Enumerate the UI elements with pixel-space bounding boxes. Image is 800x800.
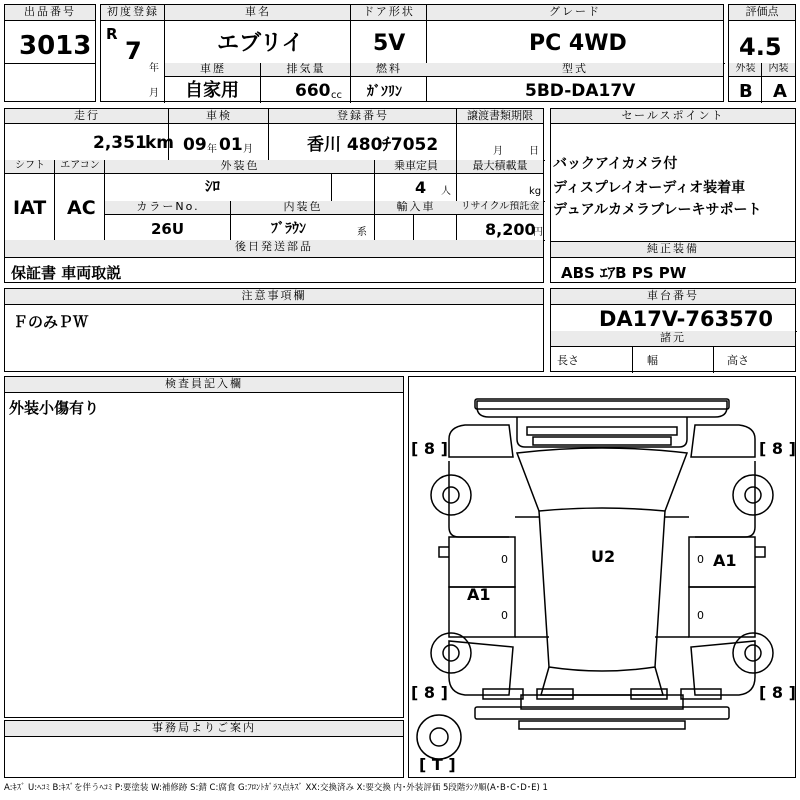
score-header: 評価点 [729, 5, 795, 21]
legend-text: A:ｷｽﾞ U:ﾍｺﾐ B:ｷｽﾞを伴うﾍｺﾐ P:要塗装 W:補修跡 S:錆 C:腐食 G:ﾌﾛﾝﾄｶﾞﾗｽ点ｷｽﾞ XX:交換済み X:要交換 内･外装評価 5段階ﾗﾝｸ順(A･B･C･D･E) 1 [4, 783, 548, 793]
height-label: 高さ [727, 354, 749, 367]
office-header: 事務局よりご案内 [5, 721, 403, 737]
fuel-header: 燃料 [351, 63, 427, 77]
length-label: 長さ [557, 354, 579, 367]
plate-number: 香川 480ﾁ7052 [307, 135, 439, 155]
interior-color: ﾌﾞﾗｳﾝ [271, 221, 306, 237]
sales-line-1: バックアイカメラ付 [553, 156, 678, 172]
mark-zero-3: 0 [501, 609, 508, 622]
mileage-unit: km [145, 133, 175, 153]
sales-point-header: セールスポイント [551, 109, 795, 124]
tire-front-left-label: [ 8 ] [411, 439, 448, 458]
notes-box [4, 288, 544, 372]
chassis-number: DA17V-763570 [599, 307, 774, 331]
score: 4.5 [739, 33, 782, 61]
lot-number-box [4, 4, 96, 102]
int-color-header: 内装色 [231, 201, 375, 215]
shift: IAT [13, 197, 47, 219]
recycle-header: リサイクル預託金 [457, 201, 543, 215]
sales-point-box [550, 108, 796, 242]
color-header: 外装色 [105, 160, 375, 174]
model-header: 型式 [427, 63, 723, 77]
mark-zero-2: 0 [697, 553, 704, 566]
notes-header: 注意事項欄 [5, 289, 543, 305]
car-diagram-box [408, 376, 796, 778]
interior-color-unit: 系 [357, 227, 367, 238]
exterior-color: ｼﾛ [205, 177, 221, 195]
ac: AC [67, 197, 96, 219]
width-label: 幅 [647, 354, 658, 367]
displacement: 660 [295, 81, 331, 101]
shift-header: シフト [5, 160, 55, 174]
interior-header: 内装 [762, 63, 795, 77]
history: 自家用 [185, 80, 239, 101]
import-header: 輸入車 [375, 201, 457, 215]
sales-line-2: ディスプレイオーディオ装着車 [553, 180, 746, 196]
exterior-header: 外装 [729, 63, 762, 77]
load-header: 最大積載量 [457, 160, 543, 174]
score-box [728, 4, 796, 102]
mark-left-side: A1 [467, 585, 491, 604]
exterior-grade: B [739, 81, 753, 102]
model: 5BD-DA17V [525, 81, 636, 101]
notes-value: ＦのみＰＷ [13, 313, 89, 331]
recycle-fee: 8,200 [485, 220, 536, 239]
chassis-box [550, 288, 796, 372]
inspection-month-unit: 月 [243, 144, 253, 155]
lot-number-header: 出品番号 [5, 5, 95, 21]
inspection-year: 09 [183, 135, 207, 155]
later-parts-box [4, 257, 544, 283]
inspection-header: 車検 [169, 109, 269, 124]
recycle-unit: 円 [533, 227, 543, 238]
tire-rear-right-label: [ 8 ] [759, 683, 796, 702]
genuine-header: 純正装備 [551, 242, 795, 258]
grade: PC 4WD [529, 31, 627, 56]
inspection-month: 01 [219, 135, 243, 155]
car-name: エブリイ [217, 31, 304, 56]
transfer-day-unit: 日 [529, 146, 539, 157]
mark-zero-1: 0 [501, 553, 508, 566]
load-unit: kg [529, 186, 542, 197]
inspector-header: 検査員記入欄 [5, 377, 403, 393]
transfer-header: 譲渡書類期限 [457, 109, 543, 124]
mark-right-side: A1 [713, 551, 737, 570]
era-letter: R [106, 25, 118, 43]
color-no-header: カラーNo. [105, 201, 231, 215]
year-unit: 年 [149, 63, 159, 74]
genuine-value: ABS ｴｱB PS PW [561, 264, 687, 282]
displacement-header: 排気量 [261, 63, 351, 77]
mileage: 2,351 [93, 133, 147, 153]
header-block [100, 4, 724, 102]
ac-header: エアコン [55, 160, 105, 174]
inspector-note: 外装小傷有り [9, 399, 100, 417]
displacement-unit: cc [331, 90, 342, 101]
plate-header: 登録番号 [269, 109, 457, 124]
lot-number: 3013 [19, 31, 92, 61]
door-type: 5V [373, 31, 406, 56]
spare-tire-label: [ T ] [419, 755, 456, 774]
first-reg-header: 初度登録 [101, 5, 165, 21]
inspection-year-unit: 年 [207, 144, 217, 155]
chassis-header: 車台番号 [551, 289, 795, 305]
capacity: 4 [415, 178, 427, 197]
color-number: 26U [151, 220, 185, 238]
inspector-box [4, 376, 404, 718]
grade-header: グレード [427, 5, 723, 21]
car-diagram [409, 377, 795, 777]
month-unit: 月 [149, 88, 159, 99]
history-header: 車歴 [165, 63, 261, 77]
first-reg-year: 7 [125, 37, 142, 65]
mark-roof: U2 [591, 547, 616, 566]
later-parts-header: 後日発送部品 [5, 240, 543, 257]
capacity-unit: 人 [441, 186, 451, 197]
later-parts-value: 保証書 車両取説 [11, 264, 122, 282]
capacity-header: 乗車定員 [375, 160, 457, 174]
tire-front-right-label: [ 8 ] [759, 439, 796, 458]
genuine-box [550, 241, 796, 283]
tire-rear-left-label: [ 8 ] [411, 683, 448, 702]
specs-header: 諸元 [551, 331, 795, 347]
interior-grade: A [773, 81, 787, 102]
car-name-header: 車名 [165, 5, 351, 21]
fuel: ｶﾞｿﾘﾝ [367, 84, 402, 100]
details-block [4, 108, 544, 258]
office-box [4, 720, 404, 778]
mileage-header: 走行 [5, 109, 169, 124]
transfer-month-unit: 月 [493, 146, 503, 157]
door-header: ドア形状 [351, 5, 427, 21]
sales-line-3: デュアルカメラブレーキサポート [553, 202, 762, 218]
mark-zero-4: 0 [697, 609, 704, 622]
